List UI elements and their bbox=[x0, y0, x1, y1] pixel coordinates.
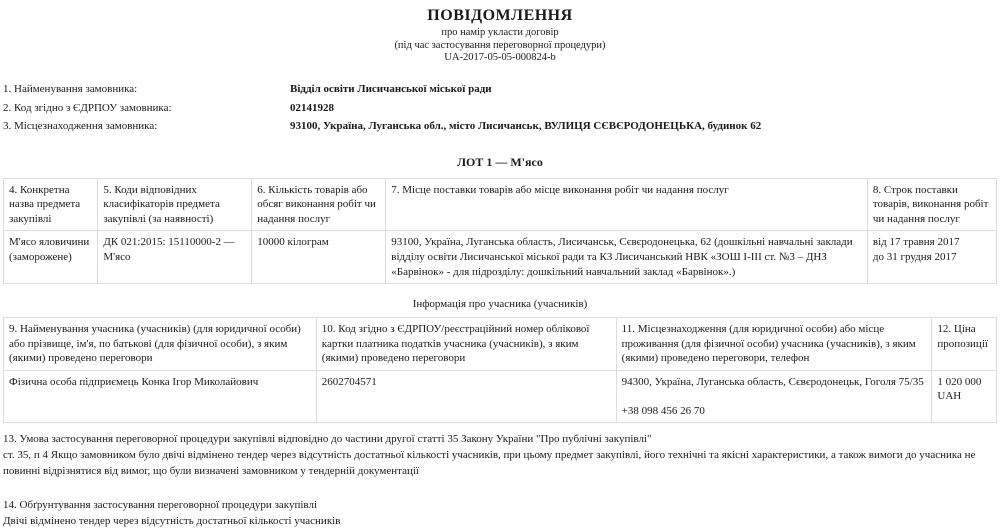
lot-classifier: ДК 021:2015: 15110000-2 — М'ясо bbox=[98, 231, 252, 284]
lot-delivery-place: 93100, Україна, Луганська область, Лисичанськ, Сєвєродонецька, 62 (дошкільні навчальні заклади відділу освіти Лисичанської міської ради та КЗ Лисичанський НВК «ЗОШ І-ІІІ ст. №3 – ДНЗ «Барвінок» - для підрозділу: дошкільний навчальний заклад «Барвінок».) bbox=[386, 231, 868, 284]
participant-col-address-header: 11. Місцезнаходження (для юридичної особи) або місце проживання (для фізичної особи) учасника (учасників), з яким (якими) проведено переговори, телефон bbox=[616, 318, 932, 371]
customer-location-label: 3. Місцезнаходження замовника: bbox=[3, 120, 158, 133]
participant-section-heading: Інформація про учасника (учасників) bbox=[412, 298, 588, 311]
tender-id: UA-2017-05-05-000824-b bbox=[444, 52, 556, 63]
lot-quantity: 10000 кілограм bbox=[252, 231, 386, 284]
customer-fields bbox=[3, 83, 997, 133]
document-subtitle-1: про намір укласти договір bbox=[441, 27, 559, 38]
lot-table bbox=[3, 178, 997, 284]
participant-price-currency: UAH bbox=[937, 390, 962, 403]
participant-col-price-header: 12. Ціна пропозиції bbox=[932, 318, 997, 371]
customer-edrpou-row bbox=[3, 102, 997, 115]
conditions-section bbox=[3, 432, 997, 530]
participant-table bbox=[3, 317, 997, 423]
participant-table-row bbox=[4, 370, 997, 423]
participant-phone: +38 098 456 26 70 bbox=[621, 404, 705, 417]
lot-delivery-term bbox=[867, 231, 996, 284]
customer-location-value: 93100, Україна, Луганська обл., місто Лисичанськ, ВУЛИЦЯ СЄВЄРОДОНЕЦЬКА, будинок 62 bbox=[290, 120, 762, 133]
condition-14-text: Двічі відмінено тендер через відсутність достатньої кількості учасників bbox=[3, 514, 341, 527]
condition-13-text: ст. 35, п 4 Якщо замовником було двічі відмінено тендер через відсутність достатньої кількості учасників, при цьому предмет закупівлі, його технічні та якісні характеристики, а також вимоги до учасника не повинні відрізнятися від вимог, що були визначені замовником у тендерній документації bbox=[3, 449, 976, 477]
condition-13-heading: 13. Умова застосування переговорної процедури закупівлі відповідно до частини другої статті 35 Закону України "Про публічні закупівлі" bbox=[3, 433, 652, 446]
document-title: ПОВІДОМЛЕННЯ bbox=[427, 7, 573, 24]
document-subtitle-2: (під час застосування переговорної процедури) bbox=[394, 40, 606, 51]
lot-heading: ЛОТ 1 — М'ясо bbox=[457, 154, 543, 169]
customer-edrpou-label: 2. Код згідно з ЄДРПОУ замовника: bbox=[3, 101, 172, 114]
participant-address: 94300, Україна, Луганська область, Сєвєродонецьк, Гоголя 75/35 bbox=[621, 375, 924, 388]
customer-location-row bbox=[3, 120, 997, 133]
customer-name-label: 1. Найменування замовника: bbox=[3, 83, 138, 95]
lot-table-row bbox=[4, 231, 997, 284]
participant-price-cell bbox=[932, 370, 997, 423]
lot-table-header-row bbox=[4, 178, 997, 231]
lot-col-classifier-header: 5. Коди відповідних класифікаторів предмета закупівлі (за наявності) bbox=[98, 178, 252, 231]
participant-price-amount: 1 020 000 bbox=[937, 375, 982, 388]
title-block bbox=[3, 7, 997, 63]
lot-item-name: М'ясо яловичини (заморожене) bbox=[4, 231, 98, 284]
lot-col-quantity-header: 6. Кількість товарів або обсяг виконання робіт чи надання послуг bbox=[252, 178, 386, 231]
lot-col-delivery-place-header: 7. Місце поставки товарів або місце виконання робіт чи надання послуг bbox=[386, 178, 868, 231]
lot-delivery-term-to: до 31 грудня 2017 bbox=[872, 250, 957, 263]
conditions-spacer bbox=[3, 480, 997, 489]
customer-edrpou-value: 02141928 bbox=[290, 101, 334, 114]
participant-code: 2602704571 bbox=[316, 370, 616, 423]
participant-col-name-header: 9. Найменування учасника (учасників) (для юридичної особи) або прізвище, ім'я, по батькові (для фізичної особи), з яким (якими) проведено переговори bbox=[4, 318, 317, 371]
customer-name-row bbox=[3, 83, 997, 96]
lot-col-delivery-term-header: 8. Строк поставки товарів, виконання робіт чи надання послуг bbox=[867, 178, 996, 231]
lot-delivery-term-from: від 17 травня 2017 bbox=[872, 236, 960, 249]
participant-col-code-header: 10. Код згідно з ЄДРПОУ/реєстраційний номер облікової картки платника податків учасника (учасників), з яким (якими) проведено переговори bbox=[316, 318, 616, 371]
participant-address-cell bbox=[616, 370, 932, 423]
participant-table-header-row bbox=[4, 318, 997, 371]
participant-name: Фізична особа підприємець Конка Ігор Миколайович bbox=[4, 370, 317, 423]
customer-name-value: Відділ освіти Лисичанської міської ради bbox=[290, 83, 492, 95]
condition-14-heading: 14. Обґрунтування застосування переговорної процедури закупівлі bbox=[3, 498, 318, 511]
lot-col-item-name-header: 4. Конкретна назва предмета закупівлі bbox=[4, 178, 98, 231]
